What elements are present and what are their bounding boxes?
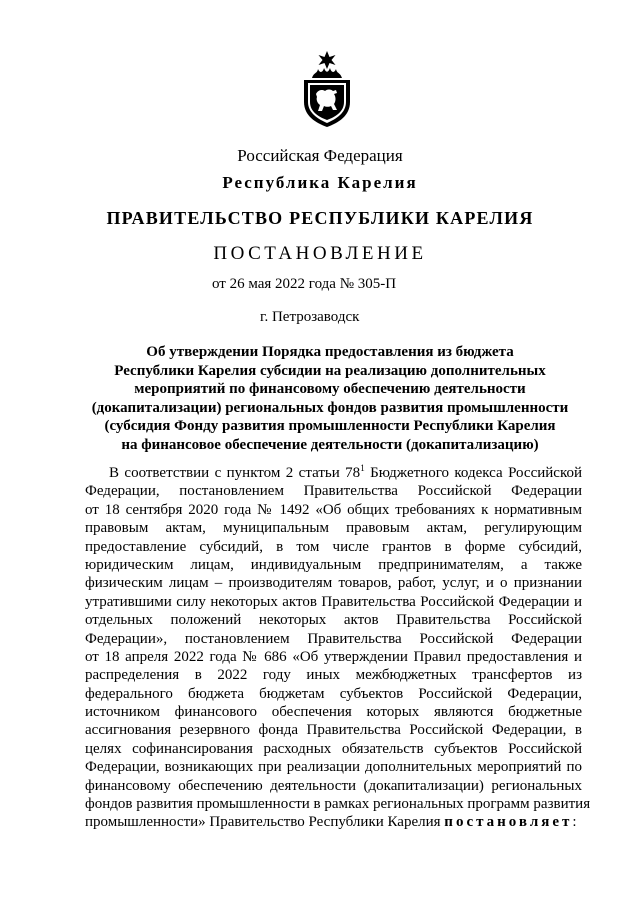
- government-name: ПРАВИТЕЛЬСТВО РЕСПУБЛИКИ КАРЕЛИЯ: [106, 208, 534, 228]
- body-line: утратившими силу некоторых актов Правительства Российской Федерации и: [85, 593, 582, 610]
- body-text: В соответствии с пунктом 2 статьи 78: [109, 465, 361, 481]
- republic-name: Республика Карелия: [222, 173, 418, 192]
- body-text: Бюджетного кодекса Российской: [364, 465, 583, 481]
- body-line: фондов развития промышленности в рамках региональных программ развития: [85, 796, 591, 813]
- body-line: предоставление субсидий, в том числе грантов в форме субсидий,: [85, 538, 582, 555]
- body-line: Федерации, возникающих при реализации дополнительных мероприятий по: [85, 759, 582, 776]
- body-line: правовым актам, муниципальным правовым актам, регулирующим: [85, 520, 582, 537]
- title-line: Об утверждении Порядка предоставления из бюджета: [146, 344, 514, 360]
- country-name: Российская Федерация: [237, 146, 403, 165]
- body-line: физическим лицам – производителям товаров, работ, услуг, и о признании: [85, 575, 582, 592]
- body-line: источником финансового обеспечения которых являются бюджетные: [85, 704, 582, 721]
- body-line-first: [85, 464, 582, 482]
- body-line: распределения в 2022 году иных межбюджетных трансфертов из: [85, 667, 582, 684]
- body-line: федерального бюджета бюджетам субъектов Российской Федерации,: [85, 685, 582, 702]
- body-text: :: [572, 814, 577, 831]
- emblem-flames: [312, 68, 342, 78]
- body-text: промышленности» Правительство Республики Карелия: [85, 814, 445, 831]
- body-line: от 18 апреля 2022 года № 686 «Об утверждении Правил предоставления и: [85, 648, 582, 665]
- title-line: (субсидия Фонду развития промышленности Республики Карелия: [104, 418, 556, 435]
- body-line: отдельных положений некоторых актов Правительства Российской: [85, 612, 582, 629]
- title-line: Республики Карелия субсидии на реализацию дополнительных: [114, 362, 546, 379]
- document-title: [80, 343, 580, 455]
- body-line: ассигнования резервного фонда Правительства Российской Федерации, в: [85, 722, 582, 739]
- body-line: финансовому обеспечению деятельности (докапитализации) региональных: [85, 777, 582, 794]
- title-line: мероприятий по финансовому обеспечению деятельности: [134, 381, 526, 398]
- document-body: [85, 463, 591, 832]
- document-type: ПОСТАНОВЛЕНИЕ: [213, 243, 427, 264]
- resolution-keyword: постановляет: [444, 814, 573, 831]
- body-line: целях софинансирования расходных обязательств субъектов Российской: [85, 740, 582, 757]
- body-line: Федерации», постановлением Правительства Российской Федерации: [85, 630, 582, 647]
- body-line: Федерации, постановлением Правительства Российской Федерации: [85, 483, 582, 500]
- document-date-number: от 26 мая 2022 года № 305-П: [212, 276, 397, 292]
- karelia-coat-of-arms-icon: [298, 50, 356, 128]
- body-line-last: [85, 813, 582, 831]
- emblem-star: [319, 51, 336, 69]
- body-line: юридическим лицам, индивидуальным предпринимателям, а также: [85, 556, 582, 573]
- footnote-superscript: 1: [360, 463, 365, 473]
- document-city: г. Петрозаводск: [260, 309, 360, 325]
- body-line: от 18 сентября 2020 года № 1492 «Об общих требованиях к нормативным: [85, 501, 582, 518]
- title-line: на финансовое обеспечение деятельности (докапитализацию): [121, 436, 539, 453]
- title-line: (докапитализации) региональных фондов развития промышленности: [91, 399, 569, 416]
